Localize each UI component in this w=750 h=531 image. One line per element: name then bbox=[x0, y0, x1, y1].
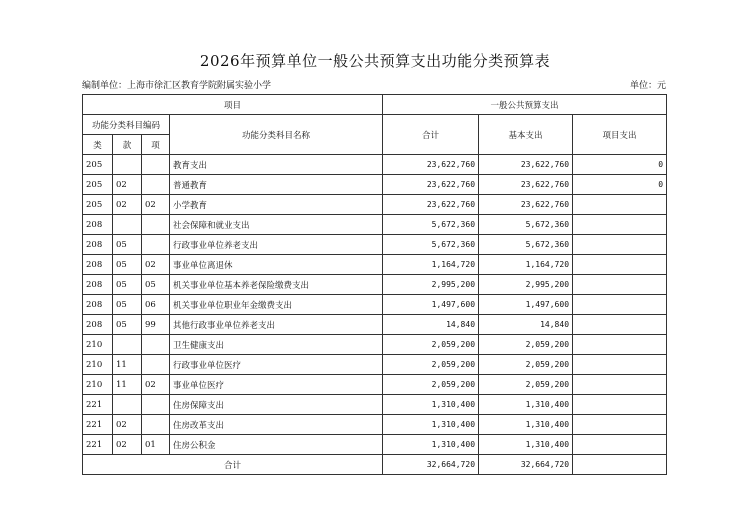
cell-total: 2,059,200 bbox=[383, 335, 479, 355]
cell-total: 5,672,360 bbox=[383, 235, 479, 255]
table-row bbox=[83, 235, 667, 255]
cell-project bbox=[573, 395, 667, 415]
cell-project bbox=[573, 215, 667, 235]
cell-project bbox=[573, 355, 667, 375]
unit-label: 单位：元 bbox=[629, 81, 666, 91]
budget-table bbox=[82, 94, 667, 475]
cell-xiang: 02 bbox=[142, 375, 170, 395]
page-title: 2026年预算单位一般公共预算支出功能分类预算表 bbox=[199, 52, 551, 70]
cell-kuan: 05 bbox=[113, 235, 142, 255]
cell-lei: 208 bbox=[83, 315, 113, 335]
table-row bbox=[83, 335, 667, 355]
header-project-expense: 项目支出 bbox=[573, 115, 667, 155]
cell-project: 0 bbox=[573, 175, 667, 195]
cell-name: 事业单位离退休 bbox=[170, 255, 383, 275]
cell-lei: 221 bbox=[83, 395, 113, 415]
cell-total: 2,995,200 bbox=[383, 275, 479, 295]
cell-kuan: 11 bbox=[113, 375, 142, 395]
cell-kuan: 11 bbox=[113, 355, 142, 375]
cell-lei: 210 bbox=[83, 375, 113, 395]
header-row-2 bbox=[83, 115, 667, 135]
cell-xiang bbox=[142, 215, 170, 235]
cell-kuan: 02 bbox=[113, 195, 142, 215]
cell-xiang: 99 bbox=[142, 315, 170, 335]
cell-basic: 2,995,200 bbox=[479, 275, 573, 295]
cell-basic: 23,622,760 bbox=[479, 155, 573, 175]
cell-lei: 205 bbox=[83, 175, 113, 195]
cell-total: 23,622,760 bbox=[383, 155, 479, 175]
table-row bbox=[83, 415, 667, 435]
cell-project bbox=[573, 235, 667, 255]
cell-total: 5,672,360 bbox=[383, 215, 479, 235]
cell-name: 住房公积金 bbox=[170, 435, 383, 455]
cell-kuan bbox=[113, 155, 142, 175]
cell-lei: 210 bbox=[83, 355, 113, 375]
cell-lei: 208 bbox=[83, 295, 113, 315]
cell-xiang: 01 bbox=[142, 435, 170, 455]
cell-basic: 1,497,600 bbox=[479, 295, 573, 315]
cell-name: 事业单位医疗 bbox=[170, 375, 383, 395]
cell-project: 0 bbox=[573, 155, 667, 175]
header-xiang: 项 bbox=[142, 135, 170, 155]
cell-basic: 23,622,760 bbox=[479, 195, 573, 215]
cell-total: 2,059,200 bbox=[383, 375, 479, 395]
cell-name: 教育支出 bbox=[170, 155, 383, 175]
cell-kuan: 05 bbox=[113, 255, 142, 275]
cell-total: 23,622,760 bbox=[383, 195, 479, 215]
cell-xiang bbox=[142, 175, 170, 195]
org-label: 编制单位：上海市徐汇区教育学院附属实验小学 bbox=[82, 81, 272, 91]
cell-lei: 210 bbox=[83, 335, 113, 355]
cell-basic: 1,164,720 bbox=[479, 255, 573, 275]
total-basic: 32,664,720 bbox=[479, 455, 573, 475]
cell-project bbox=[573, 415, 667, 435]
cell-kuan: 02 bbox=[113, 175, 142, 195]
cell-total: 23,622,760 bbox=[383, 175, 479, 195]
cell-basic: 14,840 bbox=[479, 315, 573, 335]
cell-kuan: 02 bbox=[113, 415, 142, 435]
cell-xiang: 02 bbox=[142, 255, 170, 275]
cell-project bbox=[573, 315, 667, 335]
cell-total: 1,497,600 bbox=[383, 295, 479, 315]
table-row bbox=[83, 215, 667, 235]
cell-project bbox=[573, 435, 667, 455]
cell-basic: 2,059,200 bbox=[479, 335, 573, 355]
table-row bbox=[83, 175, 667, 195]
cell-basic: 2,059,200 bbox=[479, 375, 573, 395]
cell-project bbox=[573, 335, 667, 355]
header-lei: 类 bbox=[83, 135, 113, 155]
cell-name: 机关事业单位职业年金缴费支出 bbox=[170, 295, 383, 315]
cell-xiang: 05 bbox=[142, 275, 170, 295]
cell-total: 14,840 bbox=[383, 315, 479, 335]
cell-kuan bbox=[113, 335, 142, 355]
cell-total: 1,164,720 bbox=[383, 255, 479, 275]
table-row bbox=[83, 195, 667, 215]
cell-name: 机关事业单位基本养老保险缴费支出 bbox=[170, 275, 383, 295]
header-basic: 基本支出 bbox=[479, 115, 573, 155]
cell-xiang bbox=[142, 235, 170, 255]
cell-total: 2,059,200 bbox=[383, 355, 479, 375]
table-row bbox=[83, 295, 667, 315]
cell-xiang bbox=[142, 335, 170, 355]
cell-basic: 1,310,400 bbox=[479, 435, 573, 455]
cell-kuan: 02 bbox=[113, 435, 142, 455]
cell-name: 小学教育 bbox=[170, 195, 383, 215]
table-row bbox=[83, 375, 667, 395]
cell-xiang bbox=[142, 155, 170, 175]
cell-kuan: 05 bbox=[113, 295, 142, 315]
cell-basic: 1,310,400 bbox=[479, 415, 573, 435]
cell-kuan: 05 bbox=[113, 315, 142, 335]
header-general-expense: 一般公共预算支出 bbox=[383, 95, 667, 115]
cell-xiang: 06 bbox=[142, 295, 170, 315]
table-row bbox=[83, 155, 667, 175]
cell-kuan bbox=[113, 395, 142, 415]
table-row bbox=[83, 255, 667, 275]
cell-project bbox=[573, 255, 667, 275]
table-row bbox=[83, 435, 667, 455]
cell-xiang: 02 bbox=[142, 195, 170, 215]
cell-basic: 5,672,360 bbox=[479, 235, 573, 255]
cell-project bbox=[573, 195, 667, 215]
header-func-name: 功能分类科目名称 bbox=[170, 115, 383, 155]
cell-name: 行政事业单位医疗 bbox=[170, 355, 383, 375]
total-project bbox=[573, 455, 667, 475]
total-row bbox=[83, 455, 667, 475]
cell-project bbox=[573, 295, 667, 315]
cell-name: 普通教育 bbox=[170, 175, 383, 195]
header-total: 合计 bbox=[383, 115, 479, 155]
cell-lei: 205 bbox=[83, 155, 113, 175]
header-row-1 bbox=[83, 95, 667, 115]
cell-name: 住房改革支出 bbox=[170, 415, 383, 435]
total-value: 32,664,720 bbox=[383, 455, 479, 475]
cell-basic: 23,622,760 bbox=[479, 175, 573, 195]
header-kuan: 款 bbox=[113, 135, 142, 155]
cell-total: 1,310,400 bbox=[383, 435, 479, 455]
cell-basic: 1,310,400 bbox=[479, 395, 573, 415]
table-row bbox=[83, 355, 667, 375]
header-project: 项目 bbox=[83, 95, 383, 115]
header-func-code: 功能分类科目编码 bbox=[83, 115, 170, 135]
cell-lei: 205 bbox=[83, 195, 113, 215]
cell-name: 卫生健康支出 bbox=[170, 335, 383, 355]
cell-lei: 208 bbox=[83, 235, 113, 255]
cell-total: 1,310,400 bbox=[383, 415, 479, 435]
cell-xiang bbox=[142, 415, 170, 435]
cell-name: 其他行政事业单位养老支出 bbox=[170, 315, 383, 335]
table-row bbox=[83, 275, 667, 295]
cell-kuan: 05 bbox=[113, 275, 142, 295]
table-row bbox=[83, 395, 667, 415]
cell-lei: 221 bbox=[83, 415, 113, 435]
cell-xiang bbox=[142, 395, 170, 415]
cell-name: 行政事业单位养老支出 bbox=[170, 235, 383, 255]
cell-project bbox=[573, 375, 667, 395]
cell-basic: 2,059,200 bbox=[479, 355, 573, 375]
cell-lei: 221 bbox=[83, 435, 113, 455]
cell-project bbox=[573, 275, 667, 295]
cell-name: 住房保障支出 bbox=[170, 395, 383, 415]
cell-lei: 208 bbox=[83, 255, 113, 275]
cell-kuan bbox=[113, 215, 142, 235]
cell-lei: 208 bbox=[83, 215, 113, 235]
cell-name: 社会保障和就业支出 bbox=[170, 215, 383, 235]
cell-lei: 208 bbox=[83, 275, 113, 295]
table-row bbox=[83, 315, 667, 335]
total-label: 合计 bbox=[83, 455, 383, 475]
cell-total: 1,310,400 bbox=[383, 395, 479, 415]
cell-basic: 5,672,360 bbox=[479, 215, 573, 235]
cell-xiang bbox=[142, 355, 170, 375]
